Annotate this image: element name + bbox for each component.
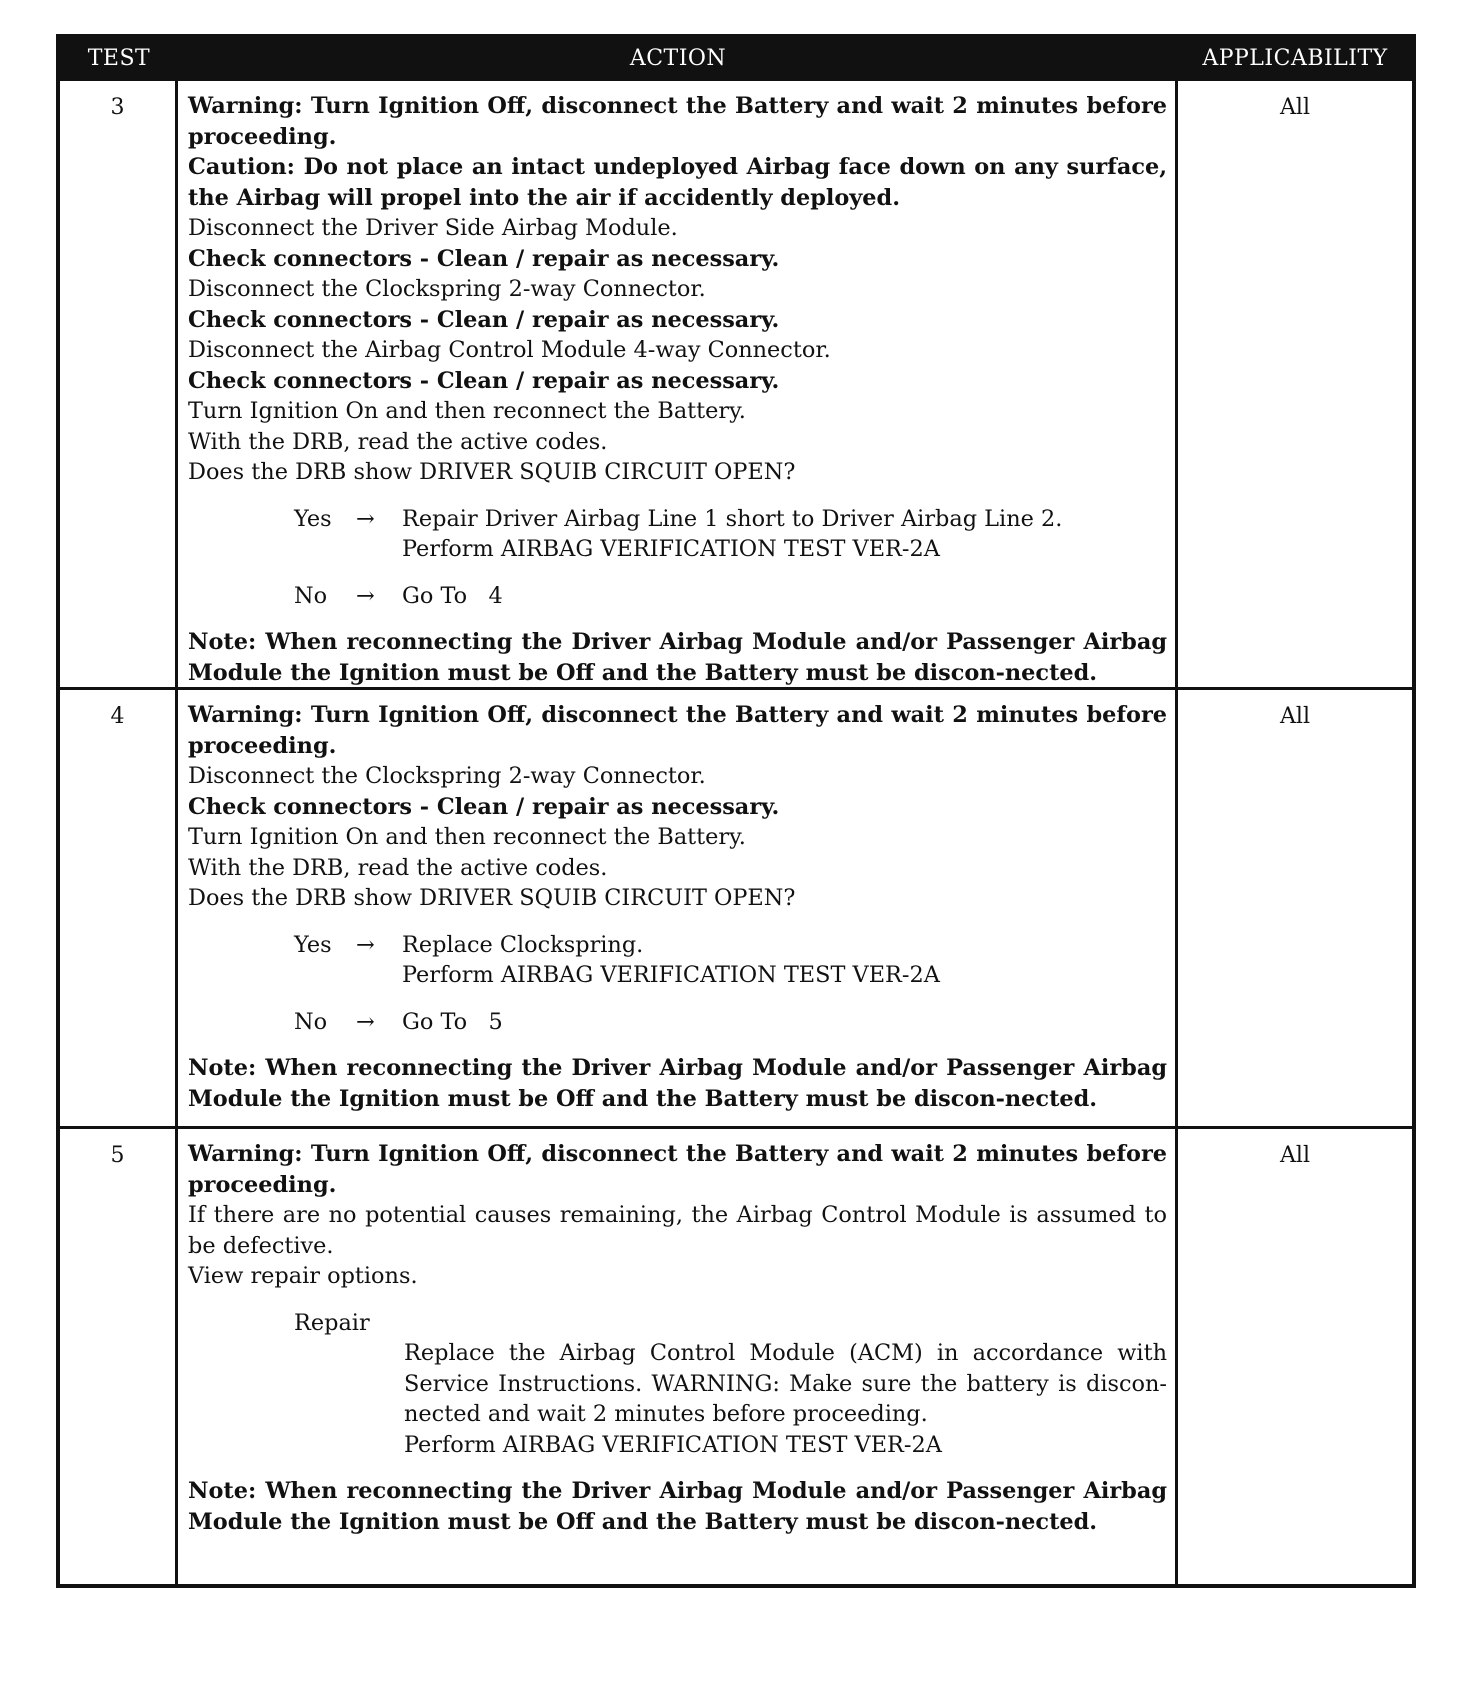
yes-result-line: Repair Driver Airbag Line 1 short to Driver Airbag Line 2.: [402, 505, 1063, 532]
arrow-right-icon: →: [356, 931, 375, 958]
check-connectors-text: Check connectors - Clean / repair as necessary.: [188, 245, 780, 272]
question-text: Does the DRB show DRIVER SQUIB CIRCUIT OPEN?: [188, 885, 796, 911]
question-text: Does the DRB show DRIVER SQUIB CIRCUIT OPEN?: [188, 459, 796, 485]
header-action: ACTION: [629, 45, 727, 71]
note-text: Note: When reconnecting the Driver Airbag Module and/or Passenger Airbag Module the Ignition must be Off and the Battery must be discon-nected.: [188, 1478, 1167, 1535]
yes-result: [402, 504, 1167, 565]
table-row: [60, 1126, 1412, 1584]
warning-text: Warning: Turn Ignition Off, disconnect the Battery and wait 2 minutes before proceeding.: [188, 93, 1167, 150]
note-text: Note: When reconnecting the Driver Airbag Module and/or Passenger Airbag Module the Ignition must be Off and the Battery must be discon-nected.: [188, 1055, 1167, 1112]
step-text: With the DRB, read the active codes.: [188, 428, 608, 455]
table-header: [60, 38, 1412, 78]
yes-result: [402, 930, 1167, 991]
table-row: [60, 687, 1412, 1126]
no-result: Go To 4: [402, 582, 503, 609]
yes-branch: [294, 504, 1167, 565]
no-label: No: [294, 582, 328, 609]
check-connectors-text: Check connectors - Clean / repair as necessary.: [188, 306, 780, 333]
step-text: Turn Ignition On and then reconnect the Battery.: [188, 824, 746, 850]
check-connectors-text: Check connectors - Clean / repair as necessary.: [188, 367, 780, 394]
repair-perform: Perform AIRBAG VERIFICATION TEST VER-2A: [404, 1431, 942, 1458]
table-row: [60, 78, 1412, 687]
check-connectors-text: Check connectors - Clean / repair as necessary.: [188, 793, 780, 820]
no-label: No: [294, 1008, 328, 1035]
step-text: View repair options.: [188, 1263, 418, 1289]
action-cell: [178, 1129, 1178, 1584]
step-text: Disconnect the Airbag Control Module 4-way Connector.: [188, 337, 831, 363]
test-number: 3: [60, 81, 178, 687]
yes-label: Yes: [294, 931, 332, 958]
repair-label: Repair: [294, 1309, 370, 1336]
step-text: Disconnect the Clockspring 2-way Connector.: [188, 763, 706, 789]
no-branch: [294, 581, 1167, 612]
warning-text: Warning: Turn Ignition Off, disconnect the Battery and wait 2 minutes before proceeding.: [188, 1141, 1167, 1198]
caution-text: Caution: Do not place an intact undeployed Airbag face down on any surface, the Airbag will propel into the air if accidently deployed.: [188, 154, 1167, 211]
action-cell: [178, 81, 1178, 687]
no-branch: [294, 1007, 1167, 1038]
yes-result-line: Perform AIRBAG VERIFICATION TEST VER-2A: [402, 536, 940, 562]
arrow-right-icon: →: [356, 582, 375, 609]
applicability-value: All: [1280, 704, 1310, 729]
yes-result-line: Replace Clockspring.: [402, 931, 644, 958]
note-text: Note: When reconnecting the Driver Airbag Module and/or Passenger Airbag Module the Ignition must be Off and the Battery must be discon-nected.: [188, 629, 1167, 686]
applicability-value: All: [1280, 95, 1310, 120]
step-text: Turn Ignition On and then reconnect the Battery.: [188, 398, 746, 424]
yes-label: Yes: [294, 505, 332, 532]
action-cell: [178, 690, 1178, 1126]
applicability-value: All: [1280, 1143, 1310, 1168]
step-text: Disconnect the Driver Side Airbag Module.: [188, 215, 678, 241]
warning-text: Warning: Turn Ignition Off, disconnect the Battery and wait 2 minutes before proceeding.: [188, 702, 1167, 759]
arrow-right-icon: →: [356, 1008, 375, 1035]
no-result: Go To 5: [402, 1008, 503, 1035]
header-applicability: APPLICABILITY: [1202, 45, 1388, 71]
test-number: 5: [60, 1129, 178, 1584]
step-text: If there are no potential causes remaining, the Airbag Control Module is assumed to be defective.: [188, 1202, 1167, 1259]
step-text: With the DRB, read the active codes.: [188, 854, 608, 881]
yes-result-line: Perform AIRBAG VERIFICATION TEST VER-2A: [402, 962, 940, 988]
test-number: 4: [60, 690, 178, 1126]
repair-instructions: Replace the Airbag Control Module (ACM) in accordance with Service Instructions. WARNING: Make sure the battery is discon-nected and wait 2 minutes before proceeding.: [404, 1340, 1167, 1427]
step-text: Disconnect the Clockspring 2-way Connector.: [188, 276, 706, 302]
diagnostic-table: [56, 34, 1416, 1588]
header-test: TEST: [87, 45, 151, 71]
arrow-right-icon: →: [356, 505, 375, 532]
yes-branch: [294, 930, 1167, 991]
